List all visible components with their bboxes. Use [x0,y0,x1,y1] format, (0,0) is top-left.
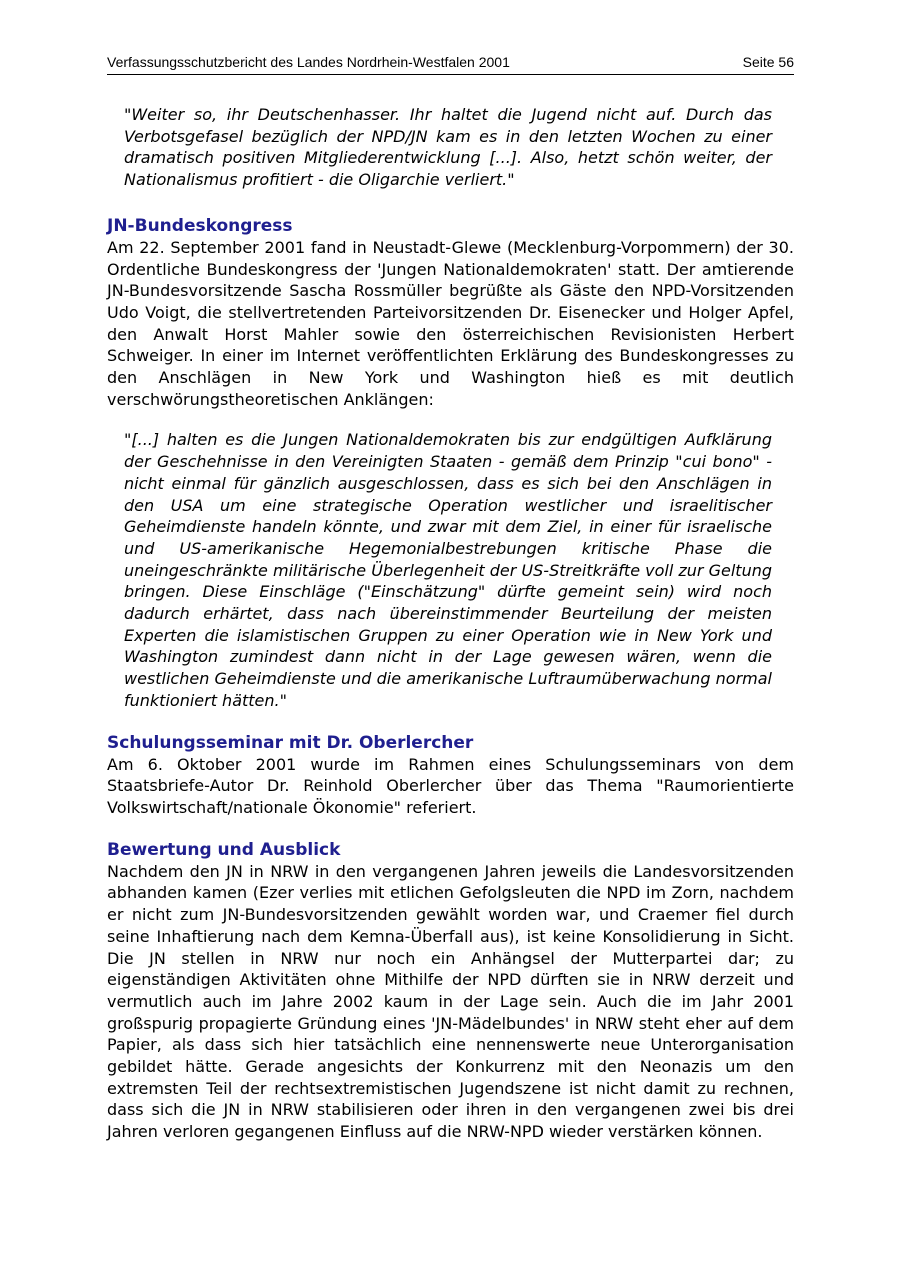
paragraph-schulungsseminar: Am 6. Oktober 2001 wurde im Rahmen eines Schulungsseminars von dem Staatsbriefe-Autor Dr. Reinhold Oberlercher über das Thema "Raumorientierte Volkswirtschaft/nationale Ökonomie" referiert. [107,754,794,817]
heading-schulungsseminar: Schulungsseminar mit Dr. Oberlercher [107,732,474,753]
page-content [107,104,794,1143]
page-number: Seite 56 [742,54,794,70]
paragraph-jn-bundeskongress: Am 22. September 2001 fand in Neustadt-Glewe (Mecklenburg-Vorpommern) der 30. Ordentliche Bundeskongress der 'Jungen Nationaldemokraten' statt. Der amtierende JN-Bundesvorsitzende Sascha Rossmüller begrüßte als Gäste den NPD-Vorsitzenden Udo Voigt, die stellvertretenden Parteivorsitzenden Dr. Eisenecker und Holger Apfel, den Anwalt Horst Mahler sowie den österreichischen Revisionisten Herbert Schweiger. In einer im Internet veröffentlichten Erklärung des Bundeskongresses zu den Anschlägen in New York und Washington hieß es mit deutlich verschwörungstheoretischen Anklängen: [107,237,794,409]
header-title: Verfassungsschutzbericht des Landes Nordrhein-Westfalen 2001 [107,54,510,70]
quote-bundeskongress-declaration: "[...] halten es die Jungen Nationaldemokraten bis zur endgültigen Aufklärung der Geschehnisse in den Vereinigten Staaten - gemäß dem Prinzip "cui bono" - nicht einmal für gänzlich ausgeschlossen, dass es sich bei den Anschlägen in den USA um eine strategische Operation westlicher und israelitischer Geheimdienste handeln könnte, und zwar mit dem Ziel, in einer für israelische und US-amerikanische Hegemonialbestrebungen kritische Phase die uneingeschränkte militärische Überlegenheit der US-Streitkräfte voll zur Geltung bringen. Diese Einschläge ("Einschätzung" dürfte gemeint sein) wird noch dadurch erhärtet, dass nach übereinstimmender Beurteilung der meisten Experten die islamistischen Gruppen zu einer Operation wie in New York und Washington zumindest dann nicht in der Lage gewesen wären, wenn die westlichen Geheimdienste und die amerikanische Luftraumüberwachung normal funktioniert hätten." [124,430,772,710]
opening-quote: "Weiter so, ihr Deutschenhasser. Ihr haltet die Jugend nicht auf. Durch das Verbotsgefasel bezüglich der NPD/JN kam es in den letzten Wochen zu einer dramatisch positiven Mitgliederentwicklung [...]. Also, hetzt schön weiter, der Nationalismus profitiert - die Oligarchie verliert." [124,105,772,190]
paragraph-bewertung: Nachdem den JN in NRW in den vergangenen Jahren jeweils die Landesvorsitzenden abhanden kamen (Ezer verlies mit etlichen Gefolgsleuten die NPD im Zorn, nachdem er nicht zum JN-Bundesvorsitzenden gewählt worden war, und Craemer fiel durch seine Inhaftierung nach dem Kemna-Überfall aus), ist keine Konsolidierung in Sicht. Die JN stellen in NRW nur noch ein Anhängsel der Mutterpartei dar; zu eigenständigen Aktivitäten ohne Mithilfe der NPD dürften sie in NRW derzeit und vermutlich auch im Jahre 2002 kaum in der Lage sein. Auch die im Jahr 2001 großspurig propagierte Gründung eines 'JN-Mädelbundes' in NRW steht eher auf dem Papier, als dass sich hier tatsächlich eine nennenswerte neue Unterorganisation gebildet hätte. Gerade angesichts der Konkurrenz mit den Neonazis um den extremsten Teil der rechtsextremistischen Jugendszene ist nicht damit zu rechnen, dass sich die JN in NRW stabilisieren oder ihren in den vergangenen zwei bis drei Jahren verloren gegangenen Einfluss auf die NRW-NPD wieder verstärken können. [107,861,794,1142]
heading-jn-bundeskongress: JN-Bundeskongress [107,215,293,236]
page-header [107,54,794,75]
heading-bewertung: Bewertung und Ausblick [107,839,341,860]
